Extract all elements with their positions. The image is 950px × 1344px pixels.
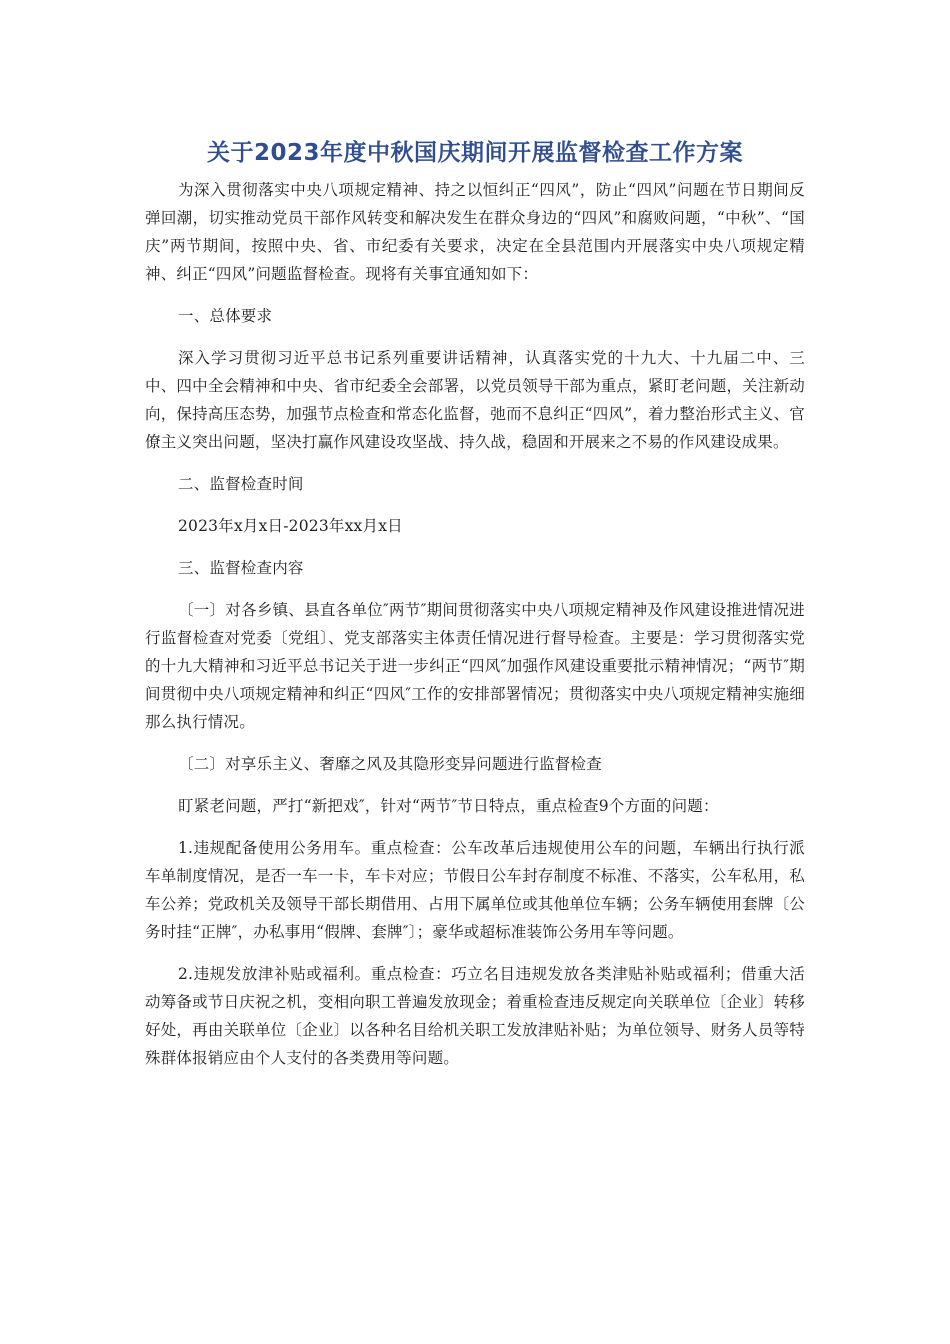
intro-paragraph: 为深入贯彻落实中央八项规定精神、持之以恒纠正“四风”，防止“四风”问题在节日期间反弹回潮，切实推动党员干部作风转变和解决发生在群众身边的“四风”和腐败问题，“中秋”、“国庆”两节期间，按照中央、省、市纪委有关要求，决定在全县范围内开展落实中央八项规定精神、纠正“四风”问题监督检查。现将有关事宜通知如下：	[145, 181, 805, 283]
issue-1-paragraph: 1.违规配备使用公务用车。重点检查：公车改革后违规使用公车的问题，车辆出行执行派车单制度情况，是否一车一卡，车卡对应；节假日公车封存制度不标准、不落实，公车私用，私车公养；党政机关及领导干部长期借用、占用下属单位或其他单位车辆；公务车辆使用套牌〔公务时挂“正牌″，办私事用“假牌、套牌″〕；豪华或超标准装饰公务用车等问题。	[145, 839, 805, 941]
section-heading-inspection-content: 三、监督检查内容	[178, 559, 304, 577]
page-title: 关于2023年度中秋国庆期间开展监督检查工作方案	[206, 140, 743, 166]
section-heading-inspection-time: 二、监督检查时间	[178, 475, 304, 493]
content-item-1-paragraph: 〔一〕对各乡镇、县直各单位″两节″期间贯彻落实中央八项规定精神及作风建设推进情况进行监督检查对党委〔党组〕、党支部落实主体责任情况进行督导检查。主要是：学习贯彻落实党的十九大精神和习近平总书记关于进一步纠正“四风″加强作风建设重要批示精神情况；“两节″期间贯彻中央八项规定精神和纠正“四风″工作的安排部署情况；贯彻落实中央八项规定精神实施细那么执行情况。	[145, 601, 805, 731]
section-heading-general-requirements: 一、总体要求	[178, 307, 273, 325]
general-requirements-paragraph: 深入学习贯彻习近平总书记系列重要讲话精神，认真落实党的十九大、十九届二中、三中、四中全会精神和中央、省市纪委全会部署，以党员领导干部为重点，紧盯老问题，关注新动向，保持高压态势，加强节点检查和常态化监督，弛而不息纠正“四风”，着力整治形式主义、官僚主义突出问题，坚决打赢作风建设攻坚战、持久战，稳固和开展来之不易的作风建设成果。	[145, 349, 805, 451]
focus-issues-paragraph: 盯紧老问题，严打“新把戏″，针对“两节″节日特点，重点检查9个方面的问题：	[178, 797, 719, 815]
content-item-2-heading: 〔二〕对享乐主义、奢靡之风及其隐形变异问题进行监督检查	[178, 755, 602, 773]
document-body	[145, 176, 805, 1072]
inspection-time-paragraph: 2023年x月x日-2023年xx月x日	[178, 517, 403, 535]
issue-2-paragraph: 2.违规发放津补贴或福利。重点检查：巧立名目违规发放各类津贴补贴或福利；借重大活动筹备或节日庆祝之机，变相向职工普遍发放现金；着重检查违反规定向关联单位〔企业〕转移好处，再由关联单位〔企业〕以各种名目给机关职工发放津贴补贴；为单位领导、财务人员等特殊群体报销应由个人支付的各类费用等问题。	[145, 965, 805, 1067]
